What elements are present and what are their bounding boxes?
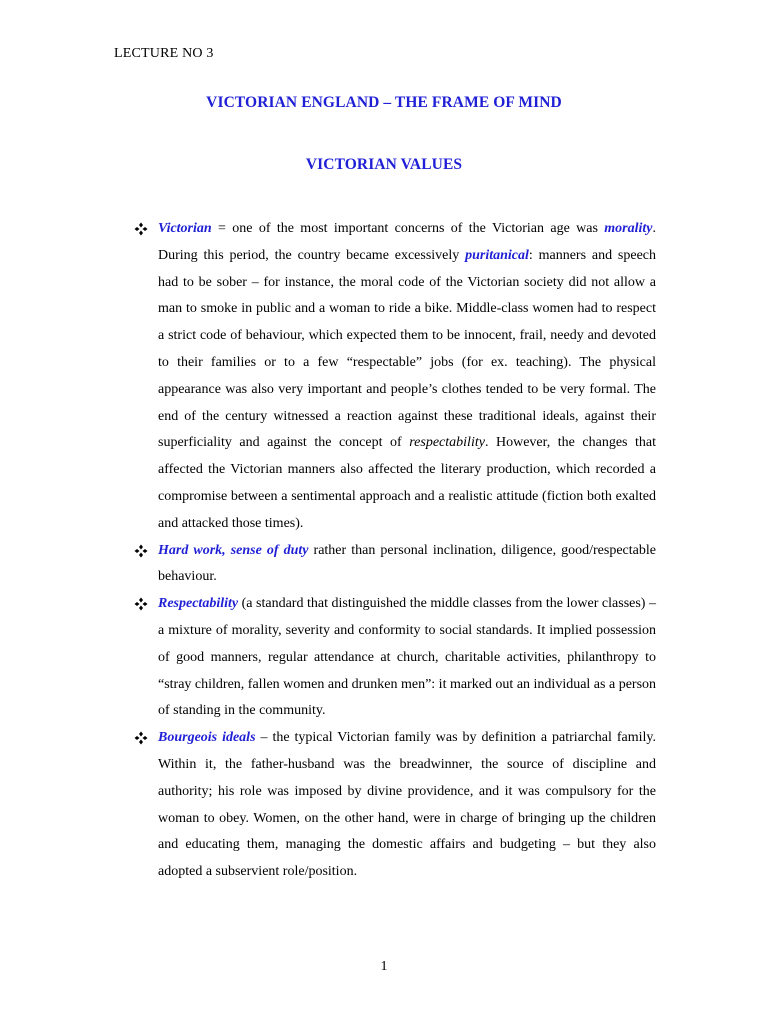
term-morality: morality bbox=[604, 221, 653, 236]
four-diamond-bullet-icon bbox=[134, 731, 148, 745]
page-number: 1 bbox=[380, 959, 388, 974]
term-hard-work: Hard work, sense of duty bbox=[158, 542, 309, 558]
four-diamond-bullet-icon bbox=[134, 544, 148, 558]
bullet-item-bourgeois-ideals bbox=[134, 725, 656, 886]
term-puritanical: puritanical bbox=[465, 247, 529, 263]
bullet-text: . However, the changes that affected the Victorian manners also affected the literary production, which recorded a compromise between a sentimental approach and a realistic attitude (fiction both exalted and attacked those times). bbox=[158, 435, 657, 531]
bullet-text: rather than personal inclination, diligence, good/respectable behaviour. bbox=[158, 542, 656, 585]
four-diamond-bullet-icon bbox=[134, 597, 148, 611]
section-title: VICTORIAN VALUES bbox=[305, 156, 463, 173]
bullet-text: . During this period, the country became excessively bbox=[158, 221, 656, 263]
bullet-item-respectability bbox=[134, 591, 656, 725]
four-diamond-bullet-icon bbox=[134, 222, 148, 236]
page-title: VICTORIAN ENGLAND – THE FRAME OF MIND bbox=[206, 94, 562, 111]
lecture-number: LECTURE NO 3 bbox=[114, 46, 214, 61]
term-respectability: Respectability bbox=[158, 596, 239, 612]
bullet-list bbox=[134, 216, 656, 886]
bullet-item-hard-work bbox=[134, 538, 656, 592]
bullet-text: (a standard that distinguished the middle classes from the lower classes) – a mixture of morality, severity and conformity to social standards. It implied possession of good manners, regular attendance at church, charitable activities, philanthropy to “stray children, fallen women and drunken men”: it marked out an individual as a person of standing in the community. bbox=[158, 596, 657, 719]
term-respectability-italic: respectability bbox=[409, 435, 485, 451]
term-victorian: Victorian bbox=[158, 221, 212, 236]
term-bourgeois-ideals: Bourgeois ideals bbox=[158, 730, 256, 746]
bullet-text: : manners and speech had to be sober – for instance, the moral code of the Victorian society did not allow a man to smoke in public and a woman to ride a bike. Middle-class women had to respect a strict code of behaviour, which expected them to be innocent, frail, needy and devoted to their families or to a few “respectable” jobs (for ex. teaching). The physical appearance was also very important and people’s clothes tended to be very formal. The end of the century witnessed a reaction against these traditional ideals, against their superficiality and against the concept of bbox=[158, 247, 656, 451]
bullet-text: – the typical Victorian family was by definition a patriarchal family. Within it, the father-husband was the breadwinner, the source of discipline and authority; his role was imposed by divine providence, and it was compulsory for the woman to obey. Women, on the other hand, were in charge of bringing up the children and educating them, managing the domestic affairs and budgeting – but they also adopted a subservient role/position. bbox=[158, 730, 656, 880]
bullet-text: = one of the most important concerns of the Victorian age was bbox=[211, 221, 605, 236]
bullet-item-victorian bbox=[134, 216, 656, 538]
